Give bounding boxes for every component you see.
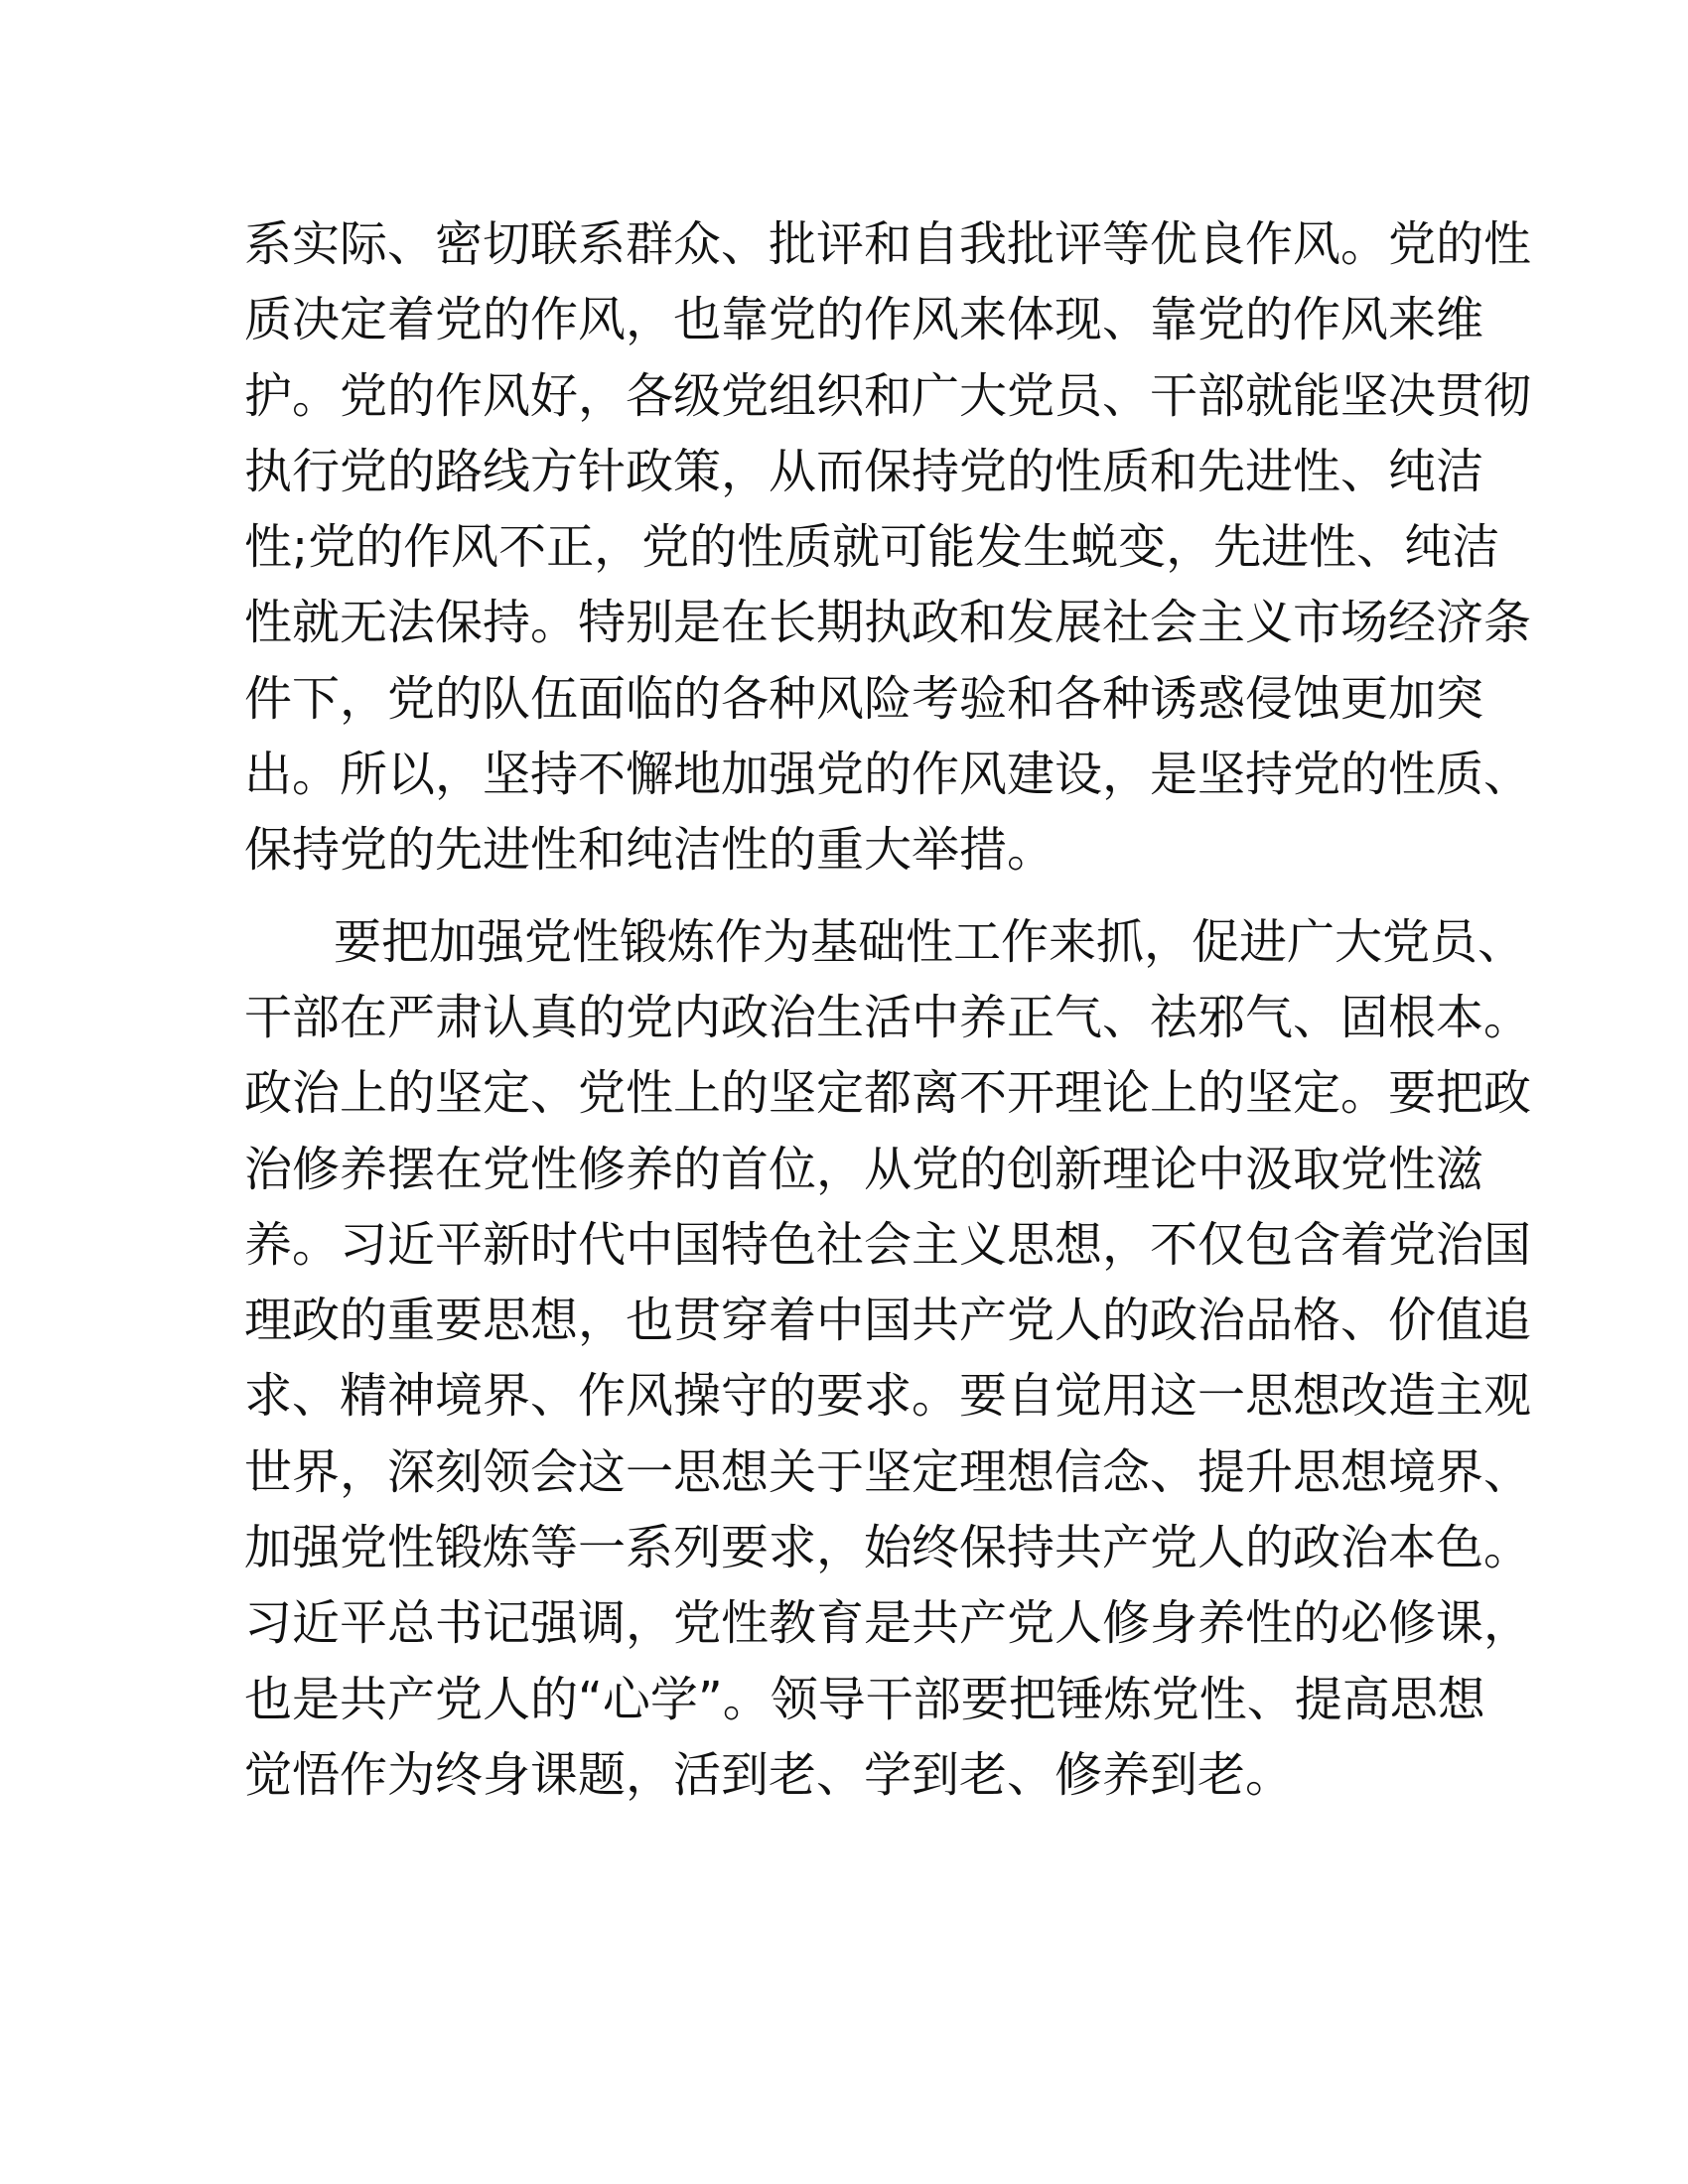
text-line: 执行党的路线方针政策，从而保持党的性质和先进性、纯洁 — [244, 443, 1484, 499]
text-line: 政治上的坚定、党性上的坚定都离不开理论上的坚定。要把政 — [244, 1065, 1532, 1122]
text-line: 性;党的作风不正，党的性质就可能发生蜕变，先进性、纯洁 — [244, 519, 1500, 576]
text-line: 保持党的先进性和纯洁性的重大举措。 — [244, 822, 1055, 879]
text-line: 干部在严肃认真的党内政治生活中养正气、祛邪气、固根本。 — [244, 989, 1532, 1045]
document-body — [244, 206, 1532, 1813]
text-line: 养。习近平新时代中国特色社会主义思想，不仅包含着党治国 — [244, 1216, 1532, 1273]
text-line: 理政的重要思想，也贯穿着中国共产党人的政治品格、价值追 — [244, 1293, 1532, 1349]
text-line: 求、精神境界、作风操守的要求。要自觉用这一思想改造主观 — [244, 1368, 1532, 1425]
text-line: 加强党性锻炼等一系列要求，始终保持共产党人的政治本色。 — [244, 1520, 1532, 1576]
text-line: 觉悟作为终身课题，活到老、学到老、修养到老。 — [244, 1746, 1294, 1803]
text-line: 世界，深刻领会这一思想关于坚定理想信念、提升思想境界、 — [244, 1443, 1532, 1500]
text-line: 习近平总书记强调，党性教育是共产党人修身养性的必修课， — [244, 1595, 1532, 1652]
text-line: 系实际、密切联系群众、批评和自我批评等优良作风。党的性 — [244, 216, 1532, 272]
text-line: 质决定着党的作风，也靠党的作风来体现、靠党的作风来维 — [244, 292, 1484, 348]
text-line: 护。党的作风好，各级党组织和广大党员、干部就能坚决贯彻 — [244, 367, 1532, 424]
text-line: 件下，党的队伍面临的各种风险考验和各种诱惑侵蚀更加突 — [244, 670, 1484, 727]
text-line-first: 要把加强党性锻炼作为基础性工作来抓，促进广大党员、 — [334, 913, 1526, 970]
paragraph-2 — [244, 904, 1532, 1814]
text-line: 也是共产党人的“心学”。领导干部要把锤炼党性、提高思想 — [244, 1671, 1485, 1727]
text-line: 性就无法保持。特别是在长期执政和发展社会主义市场经济条 — [244, 595, 1532, 651]
paragraph-1 — [244, 206, 1532, 888]
text-line: 治修养摆在党性修养的首位，从党的创新理论中汲取党性滋 — [244, 1141, 1484, 1197]
paragraph-spacer — [244, 888, 1436, 904]
text-line: 出。所以，坚持不懈地加强党的作风建设，是坚持党的性质、 — [244, 747, 1532, 803]
